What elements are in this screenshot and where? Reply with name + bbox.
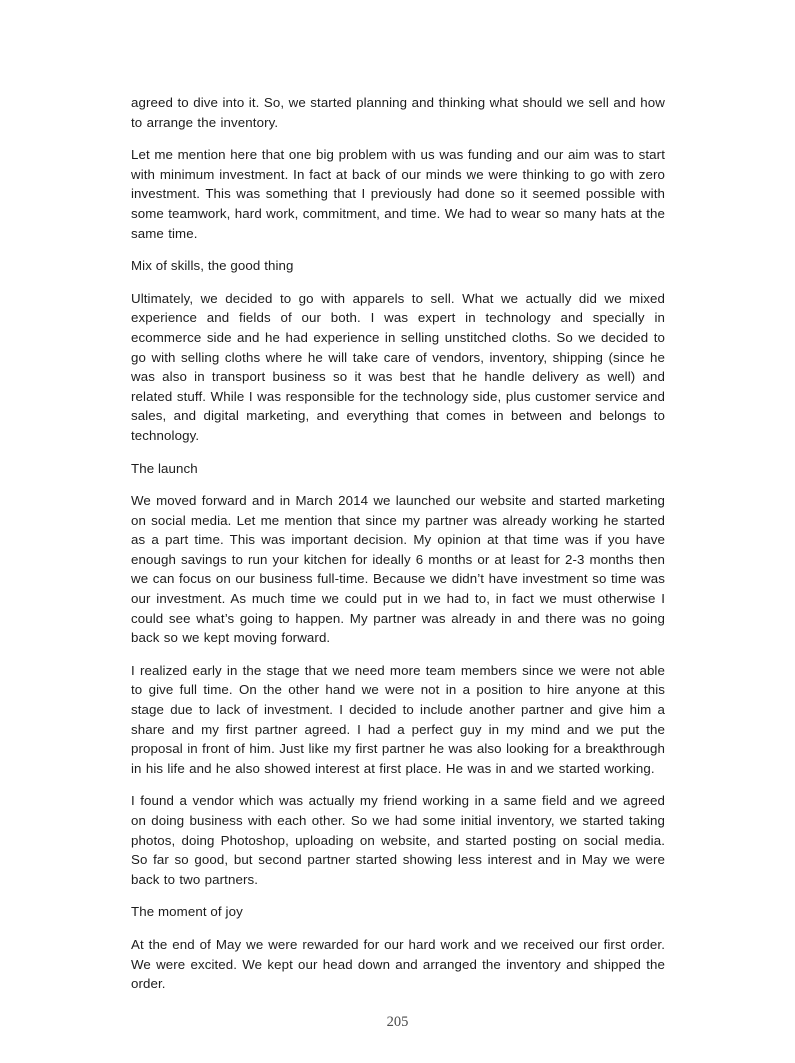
section-heading: The launch (131, 460, 198, 476)
paragraph: Let me mention here that one big problem with us was funding and our aim was to start with minimum investment. In fact at back of our minds we were thinking to go with zero investment. This was something that I previously had done so it seemed possible with some teamwork, hard work, commitment, and time. We had to wear so many hats at the same time. (131, 147, 665, 241)
paragraph: agreed to dive into it. So, we started planning and thinking what should we sell and how to arrange the inventory. (131, 95, 665, 130)
paragraph: We moved forward and in March 2014 we launched our website and started marketing on social media. Let me mention that since my partner was already working he started as a part time. This was important decision. My opinion at that time was if you have enough savings to run your kitchen for ideally 6 months or at least for 2-3 months then we can focus on our business full-time. Because we didn’t have investment so time was our investment. As much time we could put in we had to, in fact we must otherwise I could see what’s going to happen. My partner was already in and there was no going back so we kept moving forward. (131, 493, 665, 646)
paragraph: I realized early in the stage that we need more team members since we were not able to give full time. On the other hand we were not in a position to hire anyone at this stage due to lack of investment. I decided to include another partner and give him a share and my first partner agreed. I had a perfect guy in my mind and we put the proposal in front of him. Just like my first partner he was also looking for a breakthrough in his life and he also showed interest at first place. He was in and we started working. (131, 662, 665, 776)
paragraph: I found a vendor which was actually my friend working in a same field and we agreed on doing business with each other. So we had some initial inventory, we started taking photos, doing Photoshop, uploading on website, and started posting on social media. So far so good, but second partner started showing less interest and in May we were back to two partners. (131, 793, 665, 887)
paragraph: Ultimately, we decided to go with apparels to sell. What we actually did we mixed experience and fields of our both. I was expert in technology and specially in ecommerce side and he had experience in selling unstitched cloths. So we decided to go with selling cloths where he will take care of vendors, inventory, shipping (since he was also in transport business so it was best that he handle delivery as well) and related stuff. While I was responsible for the technology side, plus customer service and sales, and digital marketing, and everything that comes in between and belongs to technology. (131, 290, 665, 443)
section-heading: The moment of joy (131, 904, 243, 920)
paragraph: At the end of May we were rewarded for our hard work and we received our first order. We were excited. We kept our head down and arranged the inventory and shipped the order. (131, 936, 665, 992)
text-content-area (131, 93, 665, 1007)
section-heading: Mix of skills, the good thing (131, 258, 294, 274)
page-number: 205 (386, 1014, 409, 1030)
